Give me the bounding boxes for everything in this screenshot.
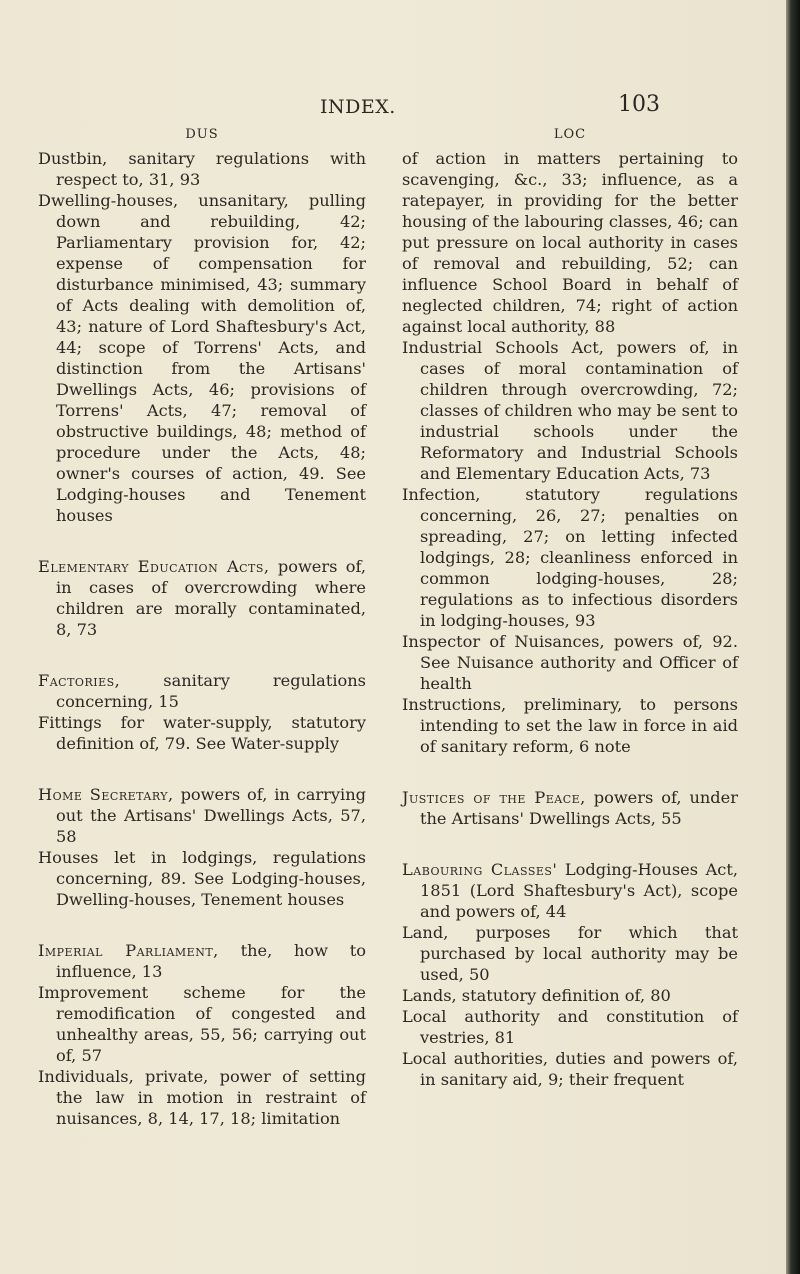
left-column (38, 126, 366, 1129)
right-guide-word: LOC (553, 127, 587, 142)
section-gap (38, 754, 366, 784)
index-entry-continued: of action in matters pertaining to scavenging, &c., 33; influence, as a ratepayer, in providing for the better housing of the labouring classes, 46; can put pressure on local authority in cases of removal and rebuilding, 52; can influence School Board in behalf of neglected children, 74; right of action against local authority, 88 (402, 149, 738, 336)
left-guide-word: DUS (185, 127, 219, 142)
index-entry: Infection, statutory regulations concerning, 26, 27; penalties on spreading, 27; on letting infected lodgings, 28; cleanliness enforced in common lodging-houses, 28; regulations as to infectious disorders in lodging-houses, 93 (402, 485, 738, 630)
section-gap (38, 526, 366, 556)
index-entry: Houses let in lodgings, regulations concerning, 89. See Lodging-houses, Dwelling-houses, Tenement houses (38, 848, 366, 909)
entry-text: powers of, under the Artisans' Dwellings Acts, 55 (420, 788, 738, 828)
index-entry (38, 784, 366, 847)
index-entry: Improvement scheme for the remodification of congested and unhealthy areas, 55, 56; carrying out of, 57 (38, 983, 366, 1065)
entry-text: Lodging-Houses Act, 1851 (Lord Shaftesbury's Act), scope and powers of, 44 (420, 860, 738, 921)
entry-text: the, how to influence, 13 (56, 941, 366, 981)
section-gap (402, 829, 738, 859)
index-entry: Local authorities, duties and powers of, in sanitary aid, 9; their frequent (402, 1049, 738, 1089)
index-entry: Industrial Schools Act, powers of, in cases of moral contamination of children through overcrowding, 72; classes of children who may be sent to industrial schools under the Reformatory and Industrial Schools and Elementary Education Acts, 73 (402, 338, 738, 483)
entry-text: sanitary regulations concerning, 15 (56, 671, 366, 711)
right-column (402, 126, 738, 1090)
book-binding-edge (786, 0, 800, 1274)
index-entry: Local authority and constitution of vestries, 81 (402, 1007, 738, 1047)
entry-text: powers of, in cases of overcrowding where children are morally contaminated, 8, 73 (56, 557, 366, 639)
entry-lead: Elementary Education Acts, (38, 557, 270, 576)
section-gap (38, 910, 366, 940)
index-entry (38, 670, 366, 712)
entry-lead: Justices of the Peace, (402, 788, 586, 807)
index-entry: Fittings for water-supply, statutory definition of, 79. See Water-supply (38, 713, 366, 753)
index-entry (402, 787, 738, 829)
index-entry (38, 940, 366, 982)
entry-lead: Labouring Classes' (402, 860, 558, 879)
section-gap (402, 757, 738, 787)
index-entry: Lands, statutory definition of, 80 (402, 986, 671, 1005)
index-entry: Instructions, preliminary, to persons intending to set the law in force in aid of sanitary reform, 6 note (402, 695, 738, 756)
index-entry: Land, purposes for which that purchased by local authority may be used, 50 (402, 923, 738, 984)
page-number: 103 (618, 92, 660, 117)
running-head: INDEX. (320, 96, 396, 118)
index-entry: Individuals, private, power of setting the law in motion in restraint of nuisances, 8, 14, 17, 18; limitation (38, 1067, 366, 1128)
entry-lead: Factories, (38, 671, 121, 690)
entry-lead: Imperial Parliament, (38, 941, 219, 960)
index-entry (402, 859, 738, 922)
entry-text: powers of, in carrying out the Artisans' Dwellings Acts, 57, 58 (56, 785, 366, 846)
index-entry: Dustbin, sanitary regulations with respect to, 31, 93 (38, 149, 366, 189)
index-entry (38, 556, 366, 640)
index-entry: Inspector of Nuisances, powers of, 92. See Nuisance authority and Officer of health (402, 632, 738, 693)
entry-lead: Home Secretary, (38, 785, 174, 804)
section-gap (38, 640, 366, 670)
index-entry: Dwelling-houses, unsanitary, pulling down and rebuilding, 42; Parliamentary provision for, 42; expense of compensation for disturbance minimised, 43; summary of Acts dealing with demolition of, 43; nature of Lord Shaftesbury's Act, 44; scope of Torrens' Acts, and distinction from the Artisans' Dwellings Acts, 46; provisions of Torrens' Acts, 47; removal of obstructive buildings, 48; method of procedure under the Acts, 48; owner's courses of action, 49. See Lodging-houses and Tenement houses (38, 191, 366, 525)
